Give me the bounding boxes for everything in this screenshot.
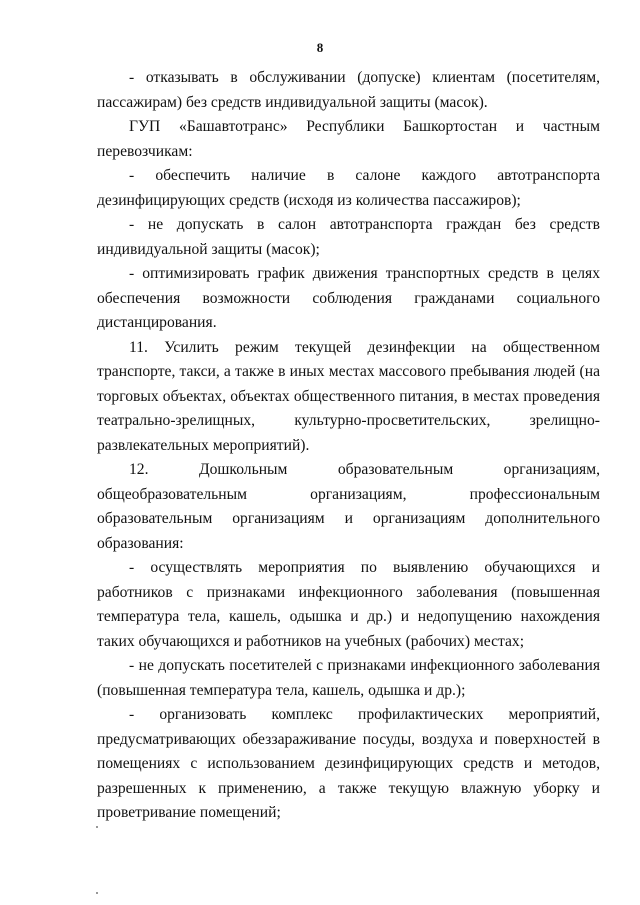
page-number: 8 xyxy=(316,40,324,55)
paragraph-no-symptomatic-visitors: - не допускать посетителей с признаками инфекционного заболевания (повышенная температура тела, кашель, одышка и др.); xyxy=(97,657,600,699)
paragraph-item-12: 12. Дошкольным образовательным организациям, общеобразовательным организациям, профессиональным образовательным организациям и организациям дополнительного образования: xyxy=(97,461,600,552)
paragraph-optimize-schedule: - оптимизировать график движения транспортных средств в целях обеспечения возможности соблюдения гражданами социального дистанцирования. xyxy=(97,265,600,331)
paragraph-item-11: 11. Усилить режим текущей дезинфекции на общественном транспорте, такси, а также в иных местах массового пребывания людей (на торговых объектах, объектах общественного питания, в местах проведения театрально-зрелищных, культурно-просветительских, зрелищно-развлекательных мероприятий). xyxy=(97,338,600,454)
paragraph-identify-symptoms: - осуществлять мероприятия по выявлению обучающихся и работников с признаками инфекционного заболевания (повышенная температура тела, кашель, одышка и др.) и недопущению нахождения таких обучающихся и работников на учебных (рабочих) местах; xyxy=(97,559,600,650)
document-body xyxy=(97,66,600,826)
scan-speck xyxy=(96,892,98,894)
paragraph-prevention-measures: - организовать комплекс профилактических мероприятий, предусматривающих обеззараживание посуды, воздуха и поверхностей в помещениях с использованием дезинфицирующих средств и методов, разрешенных к применению, а также текущую влажную уборку и проветривание помещений; xyxy=(97,706,600,821)
paragraph-disinfectants: - обеспечить наличие в салоне каждого автотранспорта дезинфицирующих средств (исходя из количества пассажиров); xyxy=(97,167,600,209)
scan-speck xyxy=(96,826,98,828)
paragraph-no-mask-entry: - не допускать в салон автотранспорта граждан без средств индивидуальной защиты (масок); xyxy=(97,216,600,258)
paragraph-refuse-service: - отказывать в обслуживании (допуске) клиентам (посетителям, пассажирам) без средств индивидуальной защиты (масок). xyxy=(97,69,600,111)
paragraph-carriers: ГУП «Башавтотранс» Республики Башкортостан и частным перевозчикам: xyxy=(97,118,600,160)
